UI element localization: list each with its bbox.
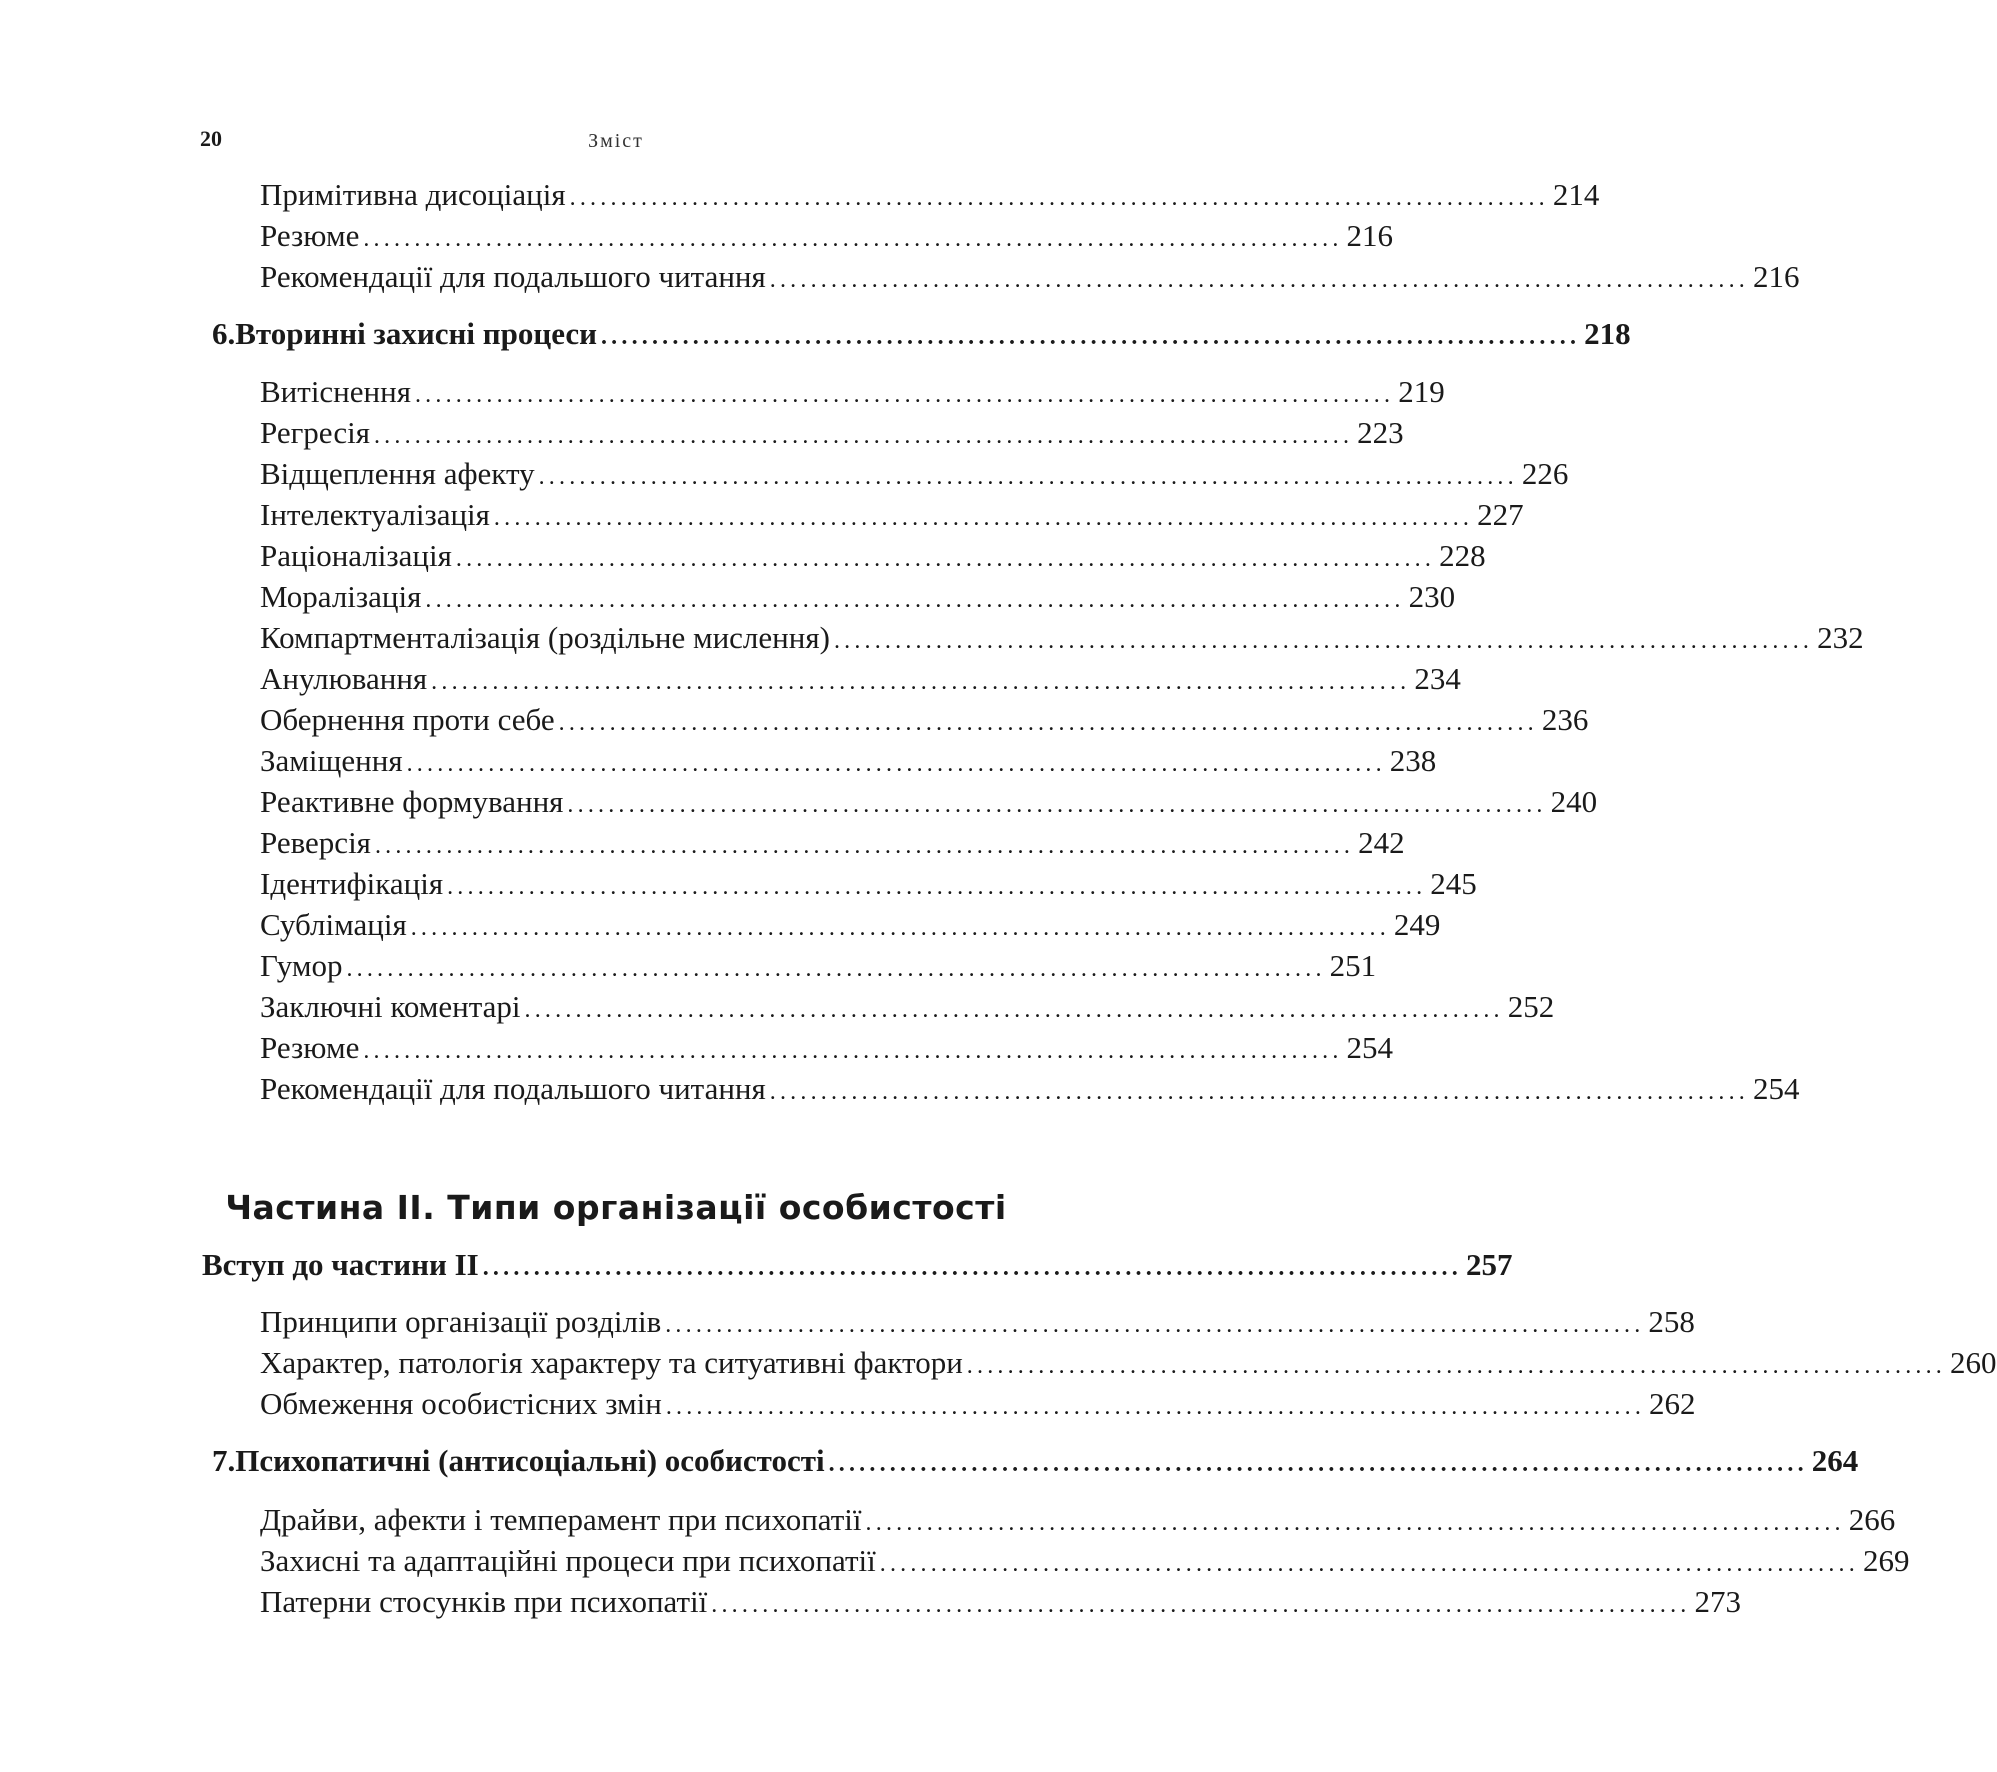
dot-leader: ................................................................................................: [374, 833, 1355, 859]
dot-leader: ................................................................................................: [833, 628, 1814, 654]
toc-entry-label: Примітивна дисоціація: [260, 177, 566, 212]
toc-entry-page: 262: [1649, 1386, 1696, 1421]
toc-entry-label: Обмеження особистісних змін: [260, 1386, 662, 1421]
toc-entry[interactable]: [260, 217, 1394, 258]
toc-entry[interactable]: [260, 1344, 1997, 1385]
toc-entry-label: Реверсія: [260, 825, 371, 860]
toc-entry[interactable]: [260, 1583, 1741, 1624]
toc-entry-page: 242: [1358, 825, 1405, 860]
dot-leader: ................................................................................................: [769, 1079, 1749, 1105]
toc-entry-label: Гумор: [260, 948, 343, 983]
toc-entry-page: 260: [1950, 1345, 1997, 1380]
toc-entry-page: 219: [1398, 374, 1445, 409]
dot-leader: ................................................................................................: [558, 710, 1538, 736]
toc-entry-page: 232: [1817, 620, 1864, 655]
toc-entry-page: 254: [1752, 1071, 1800, 1106]
toc-entry[interactable]: [260, 1385, 1696, 1426]
toc-entry-page: 238: [1389, 743, 1437, 778]
toc-entry[interactable]: [260, 1070, 1800, 1111]
dot-leader: ................................................................................................: [538, 464, 1518, 490]
toc-entry-label: Моралізація: [260, 579, 422, 614]
toc-entry[interactable]: [260, 742, 1437, 783]
dot-leader: ................................................................................................: [493, 505, 1474, 531]
toc-entry[interactable]: [260, 1542, 1910, 1583]
toc-entry-label: Психопатичні (антисоціальні) особистості: [235, 1443, 825, 1478]
toc-entry-page: 269: [1862, 1543, 1910, 1578]
dot-leader: ................................................................................................: [879, 1551, 1859, 1577]
toc-entry-label: Сублімація: [260, 907, 407, 942]
toc-entry-page: 226: [1521, 456, 1569, 491]
toc-entry-label: Патерни стосунків при психопатії: [260, 1584, 708, 1619]
part-title: Частина ІІ. Типи організації особистості: [225, 1188, 1007, 1227]
toc-entry[interactable]: [260, 537, 1486, 578]
page-number: 20: [200, 126, 222, 151]
dot-leader: ................................................................................................: [665, 1312, 1645, 1338]
toc-entry-page: 216: [1752, 259, 1800, 294]
toc-entry-page: 234: [1414, 661, 1461, 696]
toc-entry[interactable]: [260, 619, 1864, 660]
toc-entry[interactable]: [260, 578, 1456, 619]
toc-entry-label: Принципи організації розділів: [260, 1304, 662, 1339]
toc-entry-label: Захисні та адаптаційні процеси при психопатії: [260, 1543, 876, 1578]
dot-leader: ................................................................................................: [346, 956, 1326, 982]
toc-entry-label: Характер, патологія характеру та ситуативні фактори: [260, 1345, 963, 1380]
toc-entry-label: Інтелектуалізація: [260, 497, 490, 532]
dot-leader: ................................................................................................: [447, 874, 1427, 900]
toc-entry[interactable]: [260, 988, 1555, 1029]
toc-entry-page: 264: [1811, 1443, 1859, 1478]
toc-entry[interactable]: [260, 258, 1800, 299]
toc-entry-page: 249: [1393, 907, 1441, 942]
dot-leader: ................................................................................................: [569, 185, 1549, 211]
dot-leader: ................................................................................................: [425, 587, 1405, 613]
toc-entry-label: Регресія: [260, 415, 370, 450]
toc-entry-label: Анулювання: [260, 661, 428, 696]
dot-leader: ................................................................................................: [431, 669, 1411, 695]
toc-entry[interactable]: [260, 1029, 1394, 1070]
toc-entry-page: 245: [1430, 866, 1477, 901]
toc-entry[interactable]: [260, 660, 1461, 701]
dot-leader: ................................................................................................: [410, 915, 1390, 941]
toc-entry-label: Компартменталізація (роздільне мислення): [260, 620, 830, 655]
toc-entry[interactable]: [260, 414, 1404, 455]
toc-entry[interactable]: [260, 1303, 1695, 1344]
toc-entry-label: Обернення проти себе: [260, 702, 555, 737]
dot-leader: ................................................................................................: [769, 267, 1749, 293]
toc-entry-label: Витіснення: [260, 374, 411, 409]
toc-entry[interactable]: [260, 865, 1477, 906]
toc-entry-label: Вторинні захисні процеси: [235, 316, 597, 351]
toc-entry[interactable]: [260, 906, 1441, 947]
toc-entry-page: 273: [1694, 1584, 1741, 1619]
toc-entry[interactable]: [260, 783, 1598, 824]
toc-entry-page: 240: [1550, 784, 1598, 819]
dot-leader: ................................................................................................: [567, 792, 1547, 818]
dot-leader: ................................................................................................: [828, 1451, 1808, 1477]
toc-entry-label: Заключні коментарі: [260, 989, 521, 1024]
dot-leader: ................................................................................................: [363, 226, 1343, 252]
toc-entry-page: 266: [1848, 1502, 1896, 1537]
toc-entry-label: Резюме: [260, 218, 360, 253]
toc-entry[interactable]: [260, 373, 1445, 414]
dot-leader: ................................................................................................: [600, 324, 1581, 350]
dot-leader: ................................................................................................: [524, 997, 1504, 1023]
toc-entry-label: Раціоналізація: [260, 538, 452, 573]
toc-chapter-entry[interactable]: [212, 1442, 1859, 1483]
running-head: Зміст: [588, 130, 644, 152]
toc-entry-label: Ідентифікація: [260, 866, 444, 901]
toc-entry-label: Заміщення: [260, 743, 403, 778]
toc-entry-page: 254: [1346, 1030, 1394, 1065]
toc-entry-page: 230: [1408, 579, 1456, 614]
toc-entry[interactable]: [260, 824, 1405, 865]
dot-leader: ................................................................................................: [665, 1394, 1646, 1420]
toc-entry-page: 258: [1648, 1304, 1695, 1339]
dot-leader: ................................................................................................: [711, 1592, 1691, 1618]
toc-entry-page: 251: [1329, 948, 1377, 983]
toc-entry-page: 257: [1465, 1247, 1513, 1282]
toc-entry[interactable]: [260, 947, 1377, 988]
chapter-number: 7.: [212, 1443, 236, 1478]
dot-leader: ................................................................................................: [414, 382, 1395, 408]
toc-entry-label: Реактивне формування: [260, 784, 564, 819]
toc-entry-label: Резюме: [260, 1030, 360, 1065]
toc-chapter-entry[interactable]: [212, 315, 1631, 356]
dot-leader: ................................................................................................: [406, 751, 1386, 777]
toc-entry-page: 227: [1477, 497, 1524, 532]
toc-entry[interactable]: [260, 176, 1600, 217]
toc-entry-page: 223: [1357, 415, 1404, 450]
toc-entry[interactable]: [260, 496, 1524, 537]
toc-entry-page: 228: [1439, 538, 1486, 573]
dot-leader: ................................................................................................: [482, 1255, 1462, 1281]
toc-entry[interactable]: [260, 455, 1569, 496]
toc-entry-page: 236: [1541, 702, 1589, 737]
toc-intro-entry[interactable]: [202, 1246, 1513, 1287]
dot-leader: ................................................................................................: [865, 1510, 1845, 1536]
toc-entry-page: 216: [1346, 218, 1394, 253]
toc-entry-label: Рекомендації для подальшого читання: [260, 1071, 766, 1106]
toc-entry-page: 252: [1507, 989, 1555, 1024]
chapter-number: 6.: [212, 316, 236, 351]
toc-entry-page: 218: [1584, 316, 1631, 351]
dot-leader: ................................................................................................: [966, 1353, 1946, 1379]
toc-entry-label: Рекомендації для подальшого читання: [260, 259, 766, 294]
toc-entry[interactable]: [260, 701, 1589, 742]
toc-entry-label: Відщеплення афекту: [260, 456, 535, 491]
toc-entry-label: Вступ до частини II: [202, 1247, 479, 1282]
toc-entry-label: Драйви, афекти і темперамент при психопатії: [260, 1502, 862, 1537]
dot-leader: ................................................................................................: [455, 546, 1436, 572]
dot-leader: ................................................................................................: [373, 423, 1354, 449]
toc-entry[interactable]: [260, 1501, 1896, 1542]
dot-leader: ................................................................................................: [363, 1038, 1343, 1064]
toc-entry-page: 214: [1552, 177, 1600, 212]
